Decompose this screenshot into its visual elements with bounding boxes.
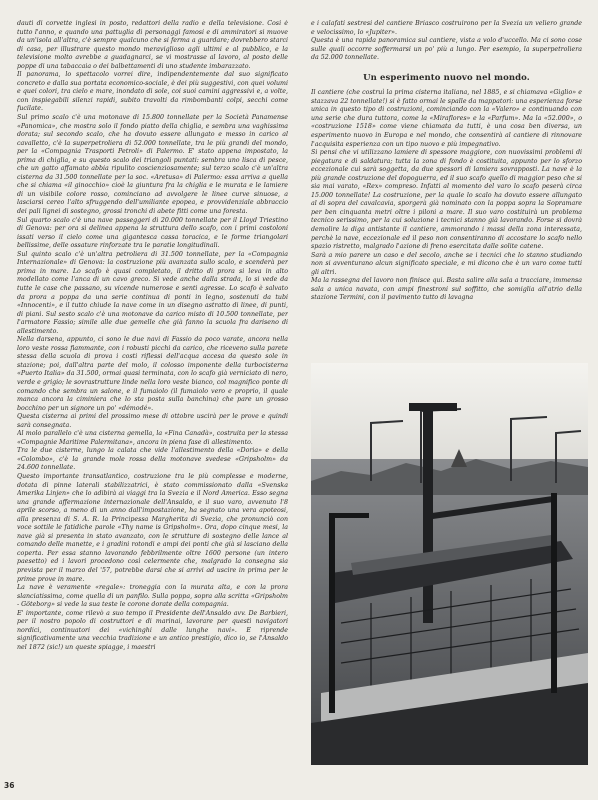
paragraph: Si pensi che vi utilizzano lamiere di spessore maggiore, con nuovissimi problemi di piegatura e di saldatura; tutta la zona di fondo è costituita, appunto per lo sforzo eccezionale cui sarà soggetta, da due spessori di lamiera sovrapposti. La nave è la più grande costruzione del dopoguerra, ed il suo scafo quello di maggior peso che si sia mai varato, «Rex» compreso. Infatti al momento del varo lo scafo peserà circa 15.000 tonnellate! La costruzione, per la quale lo scalo ha dovuto essere allungato al di sopra del cavalcavia, sporgerà già nominato con la poppa sopra la Sopramare per ben cinquanta metri oltre i piloni a mare. Il suo varo costituirà un problema tecnico serissimo, per la cui soluzione i tecnici stanno già lavorando. Forse si dovrà demolire la diga antistante il cantiere, ammorando i massi della zona interessata, perchè la nave, eccezionale ed il peso non consentiranno di accostare lo scafo nello spazio ristretto, malgrado l'azione di freno esercitata dalle solite catene. xyxy=(311,149,582,251)
section-heading: Un esperimento nuovo nel mondo. xyxy=(363,72,530,83)
paragraph: Questa è una rapida panoramica sul cantiere, vista a volo d'uccello. Ma ci sono cose sulle quali occorre soffermarsi un po' più a lungo. Per esempio, la superpetroliera da 52.000 tonnellate. xyxy=(311,37,582,62)
paragraph: Sul primo scalo c'è una motonave di 15.800 tonnellate per la Società Panamense «Panomica», che mostra solo il fondo piatto della chiglia, e sembra una vaghissima dorata; sul secondo scalo, che ha dovuto essere allungato e messo in carico al cavalletto, c'è la superpetroliera di 52.000 tonnellate, tra le più grandi del mondo, per la «Compagnia Trasporti Petroli» di Palermo. E' stato appena impostato, la prima di chiglia, e su questo scalo dei triangoli puntati: sembra uno lisca di pesce, che un gatto affamato abbia ripulito coscienziosamente; sul terzo scalo c'è un'altra cisterna da 31.500 tonnellate per la soc. «Aretusa» di Palermo: essa arriva a quella che si chiama «il ginocchio» cioè la giuntura fra la chiglia e le murata e le lamiere di un visibile colore rosso, cominciano ad avvolgere le linee curve sinuose, a lasciarsi cereo l'alto sfruggendo dell'umiliante epopea, e provvidenziale abbraccio dei pali lignei di sostegno, grossi tronchi di abete fitti come una foresta. xyxy=(17,114,288,216)
page-number: 36 xyxy=(4,781,15,790)
paragraph: dauti di corvette inglesi in posto, redattori della radio e della televisione. Così è tutto l'anno, e quando una pattuglia di personaggi famosi e di ammiratori si muove da un'isola all'altra, c'è sempre qualcuno che si ferma a guardare; dovrebbero starci di casa, per illustrare questo mondo meraviglioso agli ultimi e al pubblico, e la televisione molto avrebbe a guadagnarci, se vi mostrasse al lavoro, al posto delle poppe di una tabaccaia o dei balbettamenti di uno studente imbarazzato. xyxy=(17,20,288,70)
paragraph: Questa cisterna ai primi del prossimo mese di ottobre uscirà per le prove e quindi sarà consegnata. xyxy=(17,413,288,429)
paragraph: Sarà a mio parere un caso e del secolo, anche se i tecnici che lo stanno studiando non si avventurano alcun significato speciale, e mi dicono che è un varo come tutti gli altri. xyxy=(311,251,582,276)
paragraph: La nave è veramente «regale»: troneggia con la murata alta, e con la prora slanciatissima, come quella di un panfilo. Sulla poppa, sopra alla scritta «Gripsholm - Göteborg» si vede la sua teste le corone dorate della compagnia. xyxy=(17,584,288,609)
paragraph: Sul quarto scalo c'è una nave passeggeri di 20.000 tonnellate per il Lloyd Triestino di Genova: per ora si delinea appena la struttura dello scafo, con i primi costoloni issati verso il cielo come una gigantesca cassa toracica, e le forme triangolari bellissime, delle ossature rinforzate tra le paratie longitudinali. xyxy=(17,216,288,250)
right-text-column xyxy=(311,20,582,358)
left-text-column xyxy=(17,20,288,777)
shipyard-photo xyxy=(311,363,588,765)
paragraph: Questo importante transatlantico, costruzione tra le più complesse e moderne, dotata di pinne laterali stabilizzatrici, è stato commissionato dalla «Svenska Amerika Linjen» che lo adibirà ai viaggi tra la Svezia e il Nord America. Esso segna una grande affermazione internazionale dell'Ansaldo, e il suo varo, avvenuto l'8 aprile scorso, a meno di un anno dall'impostazione, ha segnato una vera apoteosi, alla presenza di S. A. R. la Principessa Margherita di Svezia, che pronunciò con voce sottile le fatidiche parole «Thy name is Gripsholm». Ora, dopo cinque mesi, la nave già si presenta in stato avanzato, con le strutture di sostegno delle lance al comando delle manette, e i gradini rotondi e ampi dei ponti che già si lasciano della coperta. Per essa stanno lavorando febbrilmente oltre 1600 persone (un intero paesetto) ed i lavori procedono così celermente che, malgrado la consegna sia prevista per il marzo del '57, potrebbe darsi che si arrivi ad uscire in prima per le prime prove in mare. xyxy=(17,472,288,583)
paragraph: Ma la rassegna del lavoro non finisce qui. Basta salire alla sala a tracciare, immensa sala a unica navata, con ampi finestroni sul soffitto, che somiglia all'atrio della stazione Termini, con il pavimento tutto di lavagna xyxy=(311,277,582,302)
paragraph: Il panorama, lo spettacolo vorrei dire, indipendentemente dal suo significato concreto e dalla sua portata economico-sociale, è dei più suggestivi, con quei volumi e quei colori, tra cielo e mare, inondato di sole, coi suoi camini aggressivi e, a volte, con inspiegabili silenzi rapidi, subito travolti da rimbombanti colpi, secchi come fucilate. xyxy=(17,71,288,113)
shipyard-photo-illustration xyxy=(311,363,588,765)
paragraph: e i calafati sestresi del cantiere Briasco costruirono per la Svezia un veliero grande e velocissimo, lo «Jupiter». xyxy=(311,20,582,36)
paragraph: Sul quinto scalo c'è un'altra petroliera di 31.500 tonnellate, per la «Compagnia Internazionale» di Genova: la costruzione più avanzata sullo scalo, e scenderà per prima in mare. Lo scafo è quasi completato, il dritto di prora si leva in alto modellato come l'anca di un cavo greco. Si vede anche dalla strada, lo si vede da tutte le case che passano, su vicende numerose e senti agresse. Lo scafo è salvato da prora a poppa da una serie continua di ponti in legno, sostenuti da tubi «Innocenti», e il tutto chiude la nave come in un disegno astratto di linee, di punti, di piani. Sul sesto scalo c'è una motonave da carico misto di 10.500 tonnellate, per l'armatore Fassio; simile alle due gemelle che già fanno la scuola fra dariseno di allestimento. xyxy=(17,250,288,335)
paragraph: Tra le due cisterne, lungo la calata che vide l'allestimento della «Doria» e della «Colombo», c'è la grande mole rossa della motonave svedese «Gripsholm» da 24.600 tonnellate. xyxy=(17,447,288,472)
paragraph: Nella darsena, appunto, ci sono le due navi di Fassio da poco varate, ancora nella loro veste rossa fiammante, con i robusti picchi da carico, che riceveno sulla parete stessa della scuola di prova i costi riflessi dell'acqua accesa da questo sole in stazione; poi, dall'altra parte del molo, il colosso imponente della turbocisterna «Puerto Italia» da 31.500, ormai quasi terminata, con lo scafo già verniciato di nero, verde e grigio; le sovrastrutture linde nella loro veste bianco, col magnifico ponte di comando che sembra un salone, e il fumaiolo (il fumaiolo vero e proprio, il quale manca ancora la ciminiera che lo sta posta sulla banchina) che pare un grosso bocchino per un signore un po' «démodé». xyxy=(17,336,288,412)
paragraph: E' importante, come rilevò a suo tempo il Presidente dell'Ansaldo avv. De Barbieri, per il nostro popolo di costruttori e di marinai, lavorare per questi navigatori nordici, continuatori dei «vichinghi dalle lunghe navi». E riprende significativamente una vecchia tradizione e un antico prestigio, dico io, se l'Ansaldo nel 1872 (sic!) un queste spiagge, i maestri xyxy=(17,609,288,651)
paragraph: Al molo parallelo c'è una cisterna gemella, la «Fina Canadà», costruita per la stessa «Compagnie Maritime Palermitana», ancora in piena fase di allestimento. xyxy=(17,430,288,446)
paragraph: Il cantiere (che costruì la prima cisterna italiana, nel 1885, e si chiamava «Giglio» e stazzava 22 tonnellate!) si è fatto ormai le spalle da mappatori: una esperienza forse unica in questo tipo di costruzioni, cominciando con la «Valero» e continuando con una serie che dura tuttora, come la «Miraflores» e la «Parfum». Ma la «52.000», o «costruzione 1518» come viene chiamata da tutti, è una cosa ben diversa, un esperimento nuovo in Europa e nel mondo, che consentirà al cantiere di rinnovare l'acquisita esperienza con un tipo nuovo e più impegnativo. xyxy=(311,89,582,148)
